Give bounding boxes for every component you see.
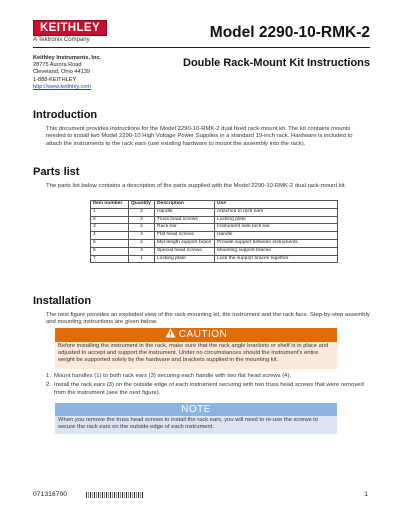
- col-item-number: Item number: [91, 201, 129, 209]
- caution-text: Before installing the instrument in the rack, make sure that the rack angle brackets or shelf is in place and adjusted to accept and support the instrument. Under no circumstances should the instrument's entire weight be supported solely by the hardware and brackets supplied in the mounting kit.: [55, 342, 337, 369]
- cell-qty: 2: [129, 239, 155, 247]
- cell-desc: Handle: [155, 208, 215, 216]
- table-row: [91, 239, 338, 247]
- company-city: Cleveland, Ohio 44139: [33, 69, 90, 76]
- cell-desc: Locking plate: [155, 255, 215, 263]
- cell-use: Mounting support braces: [215, 247, 338, 255]
- cell-use: Lock the support braces together: [215, 255, 338, 263]
- warning-icon: [165, 328, 176, 338]
- cell-use: Provide support between instruments: [215, 239, 338, 247]
- intro-text: This document provides instructions for the Model 2290-10-RMK-2 dual fixed rack-mount kit. The kit contains mounts needed to install two Model 2290-10 High Voltage Power Supplies in a standard 19-inch rack. Hardware is included to attach the instruments to the rack ears (use existing hardware to mount the assembly into the rack).: [46, 126, 353, 147]
- cell-desc: Flat head screws: [155, 232, 215, 240]
- cell-qty: 2: [129, 224, 155, 232]
- list-item: [46, 373, 370, 380]
- company-website-link[interactable]: http://www.keithley.com: [33, 83, 92, 90]
- cell-item: 1: [91, 208, 129, 216]
- intro-heading: Introduction: [33, 109, 98, 121]
- installation-steps: [46, 373, 370, 399]
- step-text: Mount handles (1) to both rack ears (3) securing each handle with two flat head screws (4).: [54, 373, 292, 379]
- cell-item: 2: [91, 216, 129, 224]
- cell-qty: 4: [129, 232, 155, 240]
- col-description: Description: [155, 201, 215, 209]
- cell-item: 5: [91, 239, 129, 247]
- cell-item: 3: [91, 224, 129, 232]
- note-banner: [55, 403, 337, 416]
- cell-desc: Rack ear: [155, 224, 215, 232]
- model-title: Model 2290-10-RMK-2: [209, 24, 370, 41]
- barcode: [86, 492, 144, 498]
- cell-qty: 2: [129, 208, 155, 216]
- cell-use: Instrument side rack ear: [215, 224, 338, 232]
- table-row: [91, 232, 338, 240]
- page-number: 1: [364, 491, 368, 498]
- table-row: [91, 208, 338, 216]
- cell-use: Attached to rack ears: [215, 208, 338, 216]
- installation-text: The next figure provides an exploded view of the rack-mounting kit, the instrument and the rack face. Step-by-step assembly and mounting instructions are given below.: [46, 312, 370, 326]
- table-row: [91, 224, 338, 232]
- logo-text: KEITHLEY: [39, 22, 101, 34]
- document-number: 071316700: [33, 491, 68, 498]
- cell-use: Handle: [215, 232, 338, 240]
- cell-qty: 2: [129, 216, 155, 224]
- note-label: NOTE: [181, 404, 211, 415]
- installation-heading: Installation: [33, 295, 92, 307]
- note-text: When you remove the truss head screws to install the rack ears, you will need to re-use the screws to secure the rack ears on the outside edge of each instrument.: [55, 416, 337, 434]
- cell-item: 6: [91, 247, 129, 255]
- parts-table: [90, 200, 338, 263]
- caution-banner: [55, 328, 337, 342]
- company-address: [33, 55, 101, 91]
- header-divider: [33, 47, 370, 48]
- company-phone: 1-888-KEITHLEY: [33, 76, 77, 83]
- parts-table-header: [91, 201, 338, 209]
- cell-item: 4: [91, 232, 129, 240]
- logo-tagline: A Tektronix Company: [33, 37, 90, 43]
- cell-use: Locking plate: [215, 216, 338, 224]
- cell-desc: Mid-length support brace: [155, 239, 215, 247]
- table-row: [91, 255, 338, 263]
- table-row: [91, 247, 338, 255]
- parts-heading: Parts list: [33, 166, 80, 178]
- company-name: Keithley Instruments, Inc.: [33, 55, 102, 61]
- cell-qty: 4: [129, 247, 155, 255]
- col-use: Use: [215, 201, 338, 209]
- table-row: [91, 216, 338, 224]
- list-item: [46, 382, 370, 397]
- document-title: Double Rack-Mount Kit Instructions: [183, 57, 370, 69]
- parts-text: The parts list below contains a description of the parts supplied with the Model 2290-10-RMK-2 dual rack-mount kit.: [46, 183, 347, 189]
- keithley-logo: [33, 20, 107, 36]
- col-quantity: Quantity: [129, 201, 155, 209]
- cell-desc: Truss head screws: [155, 216, 215, 224]
- company-street: 28775 Aurora Road: [33, 62, 82, 69]
- cell-item: 7: [91, 255, 129, 263]
- cell-qty: 1: [129, 255, 155, 263]
- caution-label: CAUTION: [178, 329, 228, 340]
- cell-desc: Special head screws: [155, 247, 215, 255]
- step-number: 1.: [46, 373, 51, 379]
- step-text: Install the rack ears (3) on the outside edge of each instrument securing with two truss head screws that were removed from the instrument (see the next figure).: [54, 382, 364, 396]
- step-number: 2.: [46, 382, 51, 389]
